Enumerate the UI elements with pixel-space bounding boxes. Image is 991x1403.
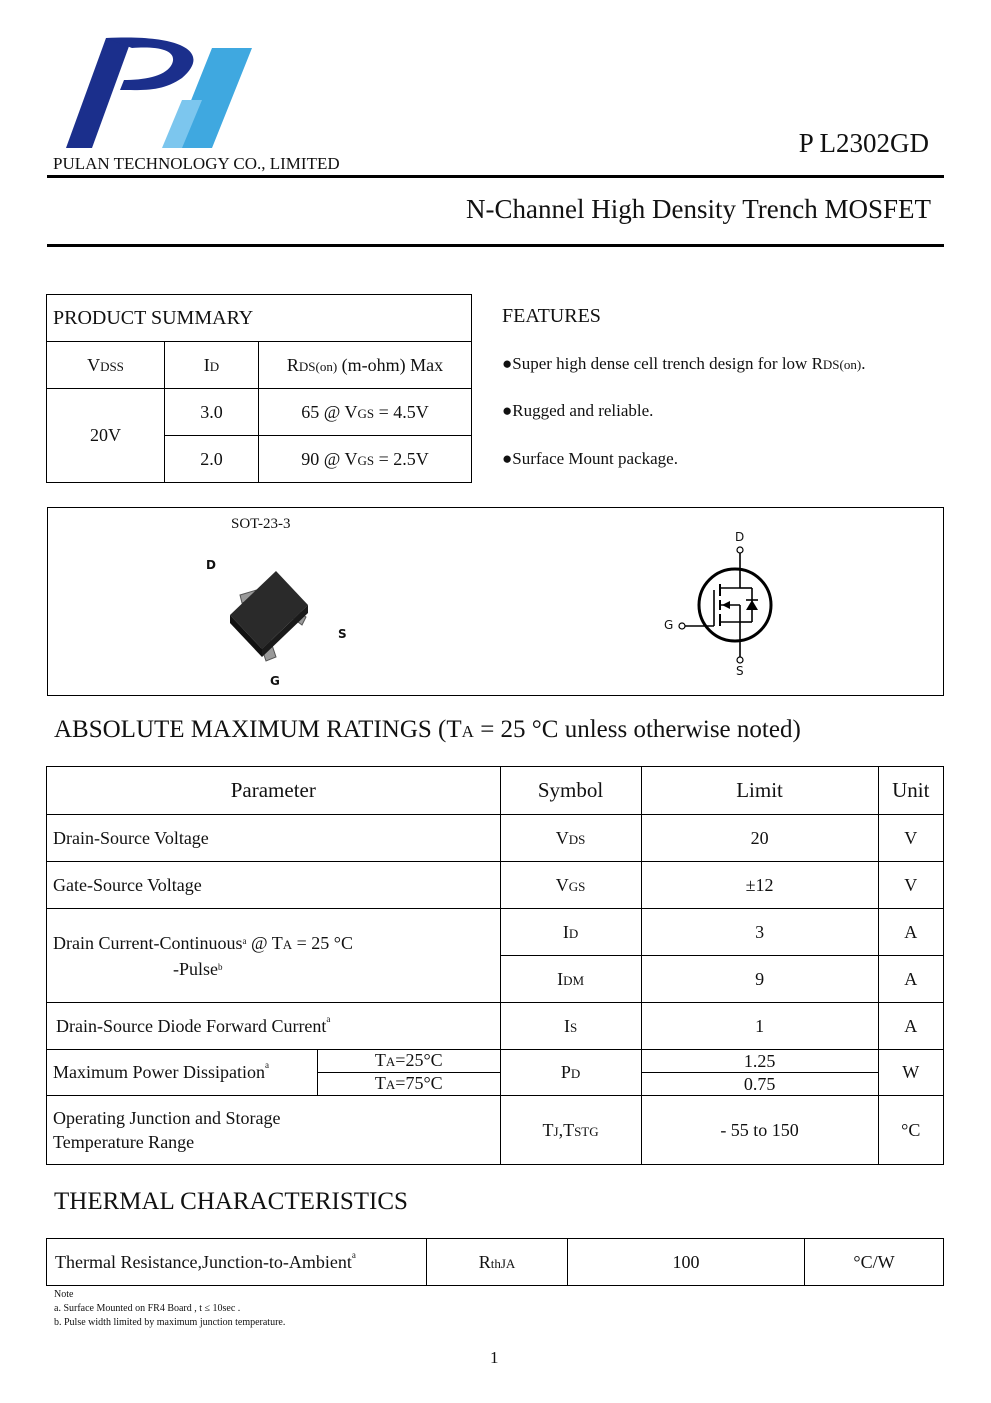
note-b: b. Pulse width limited by maximum junction temperature.: [54, 1317, 286, 1328]
rds-value: 90 @ VGS = 2.5V: [259, 436, 472, 483]
condition-cell: TA=75°C: [318, 1073, 501, 1096]
limit-cell: 3: [641, 909, 878, 956]
limit-cell: 0.75: [641, 1073, 878, 1096]
symbol-cell: RthJA: [427, 1239, 568, 1286]
param-cell: Drain Current-Continuous$^a$ @ TA = 25 °C -Pulse$^b$: [47, 909, 501, 1003]
page-number: 1: [490, 1348, 499, 1367]
id-value: 2.0: [165, 436, 259, 483]
col-rds: RDS(on) (m-ohm) Max: [259, 342, 472, 389]
table-row: [47, 862, 944, 909]
abs-max-heading: ABSOLUTE MAXIMUM RATINGS (TA = 25 °C unless otherwise noted): [54, 716, 801, 743]
limit-cell: 20: [641, 815, 878, 862]
unit-cell: °C/W: [805, 1239, 944, 1286]
symbol-cell: IDM: [500, 956, 641, 1003]
feature-item: ●Surface Mount package.: [502, 449, 678, 468]
limit-cell: - 55 to 150: [641, 1096, 878, 1165]
pin-label-d: D: [206, 558, 216, 572]
notes: [54, 1288, 285, 1330]
param-cell: Gate-Source Voltage: [47, 862, 501, 909]
package-name: SOT-23-3: [231, 516, 291, 532]
param-cell: Maximum Power Dissipation$^a$: [47, 1050, 318, 1096]
header-limit: Limit: [641, 767, 878, 815]
symbol-cell: TJ,TSTG: [500, 1096, 641, 1165]
table-row: [47, 1096, 944, 1165]
table-row: [47, 1050, 944, 1073]
param-cell: Drain-Source Voltage: [47, 815, 501, 862]
table-row: [47, 815, 944, 862]
unit-cell: A: [878, 1003, 943, 1050]
limit-cell: 9: [641, 956, 878, 1003]
mosfet-symbol: [660, 530, 780, 680]
product-summary-table: [46, 294, 472, 483]
symbol-label-d: D: [735, 530, 745, 544]
symbol-label-g: G: [664, 618, 674, 632]
unit-cell: V: [878, 862, 943, 909]
abs-max-table: [46, 766, 944, 1165]
symbol-cell: IS: [500, 1003, 641, 1050]
sot23-package-image: [220, 565, 320, 665]
thermal-table: [46, 1238, 944, 1286]
table-row: [47, 1239, 944, 1286]
header-unit: Unit: [878, 767, 943, 815]
symbol-cell: VDS: [500, 815, 641, 862]
rds-value: 65 @ VGS = 4.5V: [259, 389, 472, 436]
condition-cell: TA=25°C: [318, 1050, 501, 1073]
unit-cell: V: [878, 815, 943, 862]
company-name: PULAN TECHNOLOGY CO., LIMITED: [53, 154, 340, 173]
id-value: 3.0: [165, 389, 259, 436]
company-logo: [62, 30, 257, 152]
col-id: ID: [165, 342, 259, 389]
limit-cell: 100: [568, 1239, 805, 1286]
limit-cell: 1: [641, 1003, 878, 1050]
header-rule: [47, 175, 944, 178]
product-summary-heading: PRODUCT SUMMARY: [47, 295, 472, 342]
vdss-value: 20V: [47, 389, 165, 483]
limit-cell: ±12: [641, 862, 878, 909]
header-parameter: Parameter: [47, 767, 501, 815]
unit-cell: A: [878, 909, 943, 956]
pin-label-s: S: [338, 627, 347, 641]
param-cell: Drain-Source Diode Forward Current$^a$: [47, 1003, 501, 1050]
features-heading: FEATURES: [502, 305, 601, 327]
limit-cell: 1.25: [641, 1050, 878, 1073]
unit-cell: W: [878, 1050, 943, 1096]
symbol-label-s: S: [736, 664, 744, 678]
table-row: [47, 909, 944, 956]
symbol-cell: ID: [500, 909, 641, 956]
table-row: [47, 1003, 944, 1050]
col-vdss: VDSS: [47, 342, 165, 389]
package-box: [47, 507, 944, 696]
part-number: P L2302GD: [798, 128, 929, 158]
note-title: Note: [54, 1289, 74, 1300]
title-rule: [47, 244, 944, 247]
feature-item: ●Super high dense cell trench design for low RDS(on).: [502, 354, 866, 373]
param-cell: Thermal Resistance,Junction-to-Ambient$^a$: [47, 1239, 427, 1286]
note-a: a. Surface Mounted on FR4 Board , t ≤ 10sec .: [54, 1303, 241, 1314]
thermal-heading: THERMAL CHARACTERISTICS: [54, 1188, 408, 1215]
pin-label-g: G: [270, 674, 280, 688]
symbol-cell: VGS: [500, 862, 641, 909]
header-symbol: Symbol: [500, 767, 641, 815]
feature-item: ●Rugged and reliable.: [502, 401, 654, 420]
param-cell: Operating Junction and Storage Temperature Range: [47, 1096, 501, 1165]
document-title: N-Channel High Density Trench MOSFET: [466, 194, 931, 224]
unit-cell: A: [878, 956, 943, 1003]
symbol-cell: PD: [500, 1050, 641, 1096]
unit-cell: °C: [878, 1096, 943, 1165]
